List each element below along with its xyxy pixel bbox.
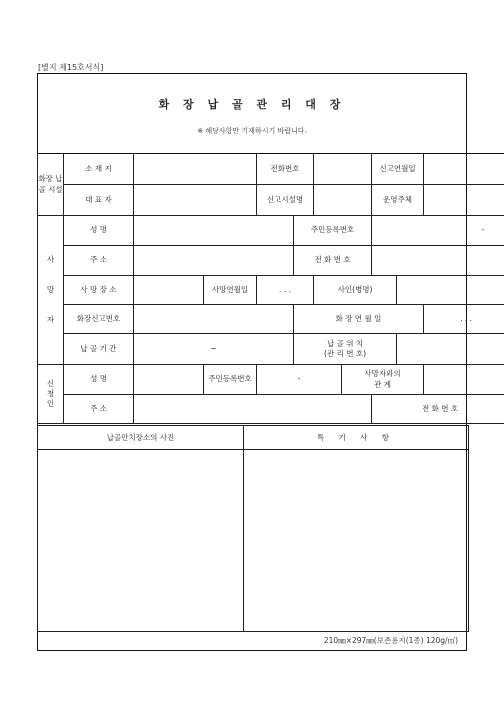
operator-label: 운영주체 — [372, 185, 424, 216]
cremation-number-label: 화장신고번호 — [64, 305, 134, 334]
facility-phone-field[interactable] — [314, 154, 372, 185]
applicant-name-label: 성 명 — [64, 365, 134, 395]
death-place-label: 사 망 장 소 — [64, 276, 134, 305]
applicant-address-label: 주 소 — [64, 395, 134, 424]
location-label: 납 골 위 치 (관 리 번 호) — [294, 334, 397, 365]
death-date-label: 사망연월일 — [204, 276, 257, 305]
report-date-label: 신고연월일 — [372, 154, 424, 185]
operator-field[interactable] — [424, 185, 504, 216]
deceased-name-label: 성 명 — [64, 216, 134, 246]
relation-label: 사망자와의 관 계 — [342, 365, 424, 395]
deceased-phone-label: 전 화 번 호 — [294, 246, 372, 276]
applicant-id-label: 주민등록번호 — [204, 365, 257, 395]
photo-area[interactable] — [38, 450, 244, 632]
remarks-header: 특 기 사 항 — [244, 426, 469, 450]
cremation-number-field[interactable] — [134, 305, 294, 334]
death-cause-label: 사인(병명) — [314, 276, 397, 305]
form-number: [별지 제15호서식] — [38, 63, 104, 72]
location-field[interactable] — [397, 334, 504, 365]
representative-label: 대 표 자 — [64, 185, 134, 216]
deceased-address-field[interactable] — [134, 246, 294, 276]
facility-location-field[interactable] — [134, 154, 257, 185]
facility-name-label: 신고시설명 — [257, 185, 314, 216]
cremation-date-label: 화 장 연 월 일 — [294, 305, 424, 334]
period-field[interactable]: ~ — [134, 334, 294, 365]
photo-remarks-table — [37, 425, 469, 632]
facility-phone-label: 전화번호 — [257, 154, 314, 185]
facility-location-label: 소 재 지 — [64, 154, 134, 185]
deceased-group-label: 사 망 자 — [38, 216, 64, 365]
facility-group-label: 화장 납골 시설 — [38, 154, 64, 216]
deceased-name-field[interactable] — [134, 216, 294, 246]
death-date-field[interactable]: . . . — [257, 276, 314, 305]
death-place-field[interactable] — [134, 276, 204, 305]
photo-header: 납골안치장소의 사진 — [38, 426, 244, 450]
representative-field[interactable] — [134, 185, 257, 216]
deceased-id-label: 주민등록번호 — [294, 216, 372, 246]
ledger-table — [37, 153, 504, 424]
facility-name-field[interactable] — [314, 185, 372, 216]
report-date-field[interactable] — [424, 154, 504, 185]
death-cause-field[interactable] — [397, 276, 504, 305]
applicant-address-field[interactable] — [134, 395, 372, 424]
relation-field[interactable] — [424, 365, 504, 395]
paper-spec: 210㎜×297㎜(보존용지(1종) 120g/㎡) — [323, 636, 458, 645]
applicant-group-label: 신 청 인 — [38, 365, 64, 424]
deceased-phone-field[interactable] — [372, 246, 504, 276]
deceased-address-label: 주 소 — [64, 246, 134, 276]
period-label: 납 골 기 간 — [64, 334, 134, 365]
remarks-area[interactable] — [244, 450, 469, 632]
form-title: 화 장 납 골 관 리 대 장 — [158, 98, 346, 111]
form-note: ※ 해당사항만 기재하시기 바랍니다. — [197, 127, 307, 135]
applicant-id-field[interactable]: - — [257, 365, 342, 395]
cremation-date-field[interactable]: . . . — [424, 305, 504, 334]
management-ledger-form — [37, 73, 485, 651]
deceased-id-field[interactable]: - — [372, 216, 504, 246]
applicant-name-field[interactable] — [134, 365, 204, 395]
applicant-phone-label: 전 화 번 호 — [372, 395, 504, 424]
